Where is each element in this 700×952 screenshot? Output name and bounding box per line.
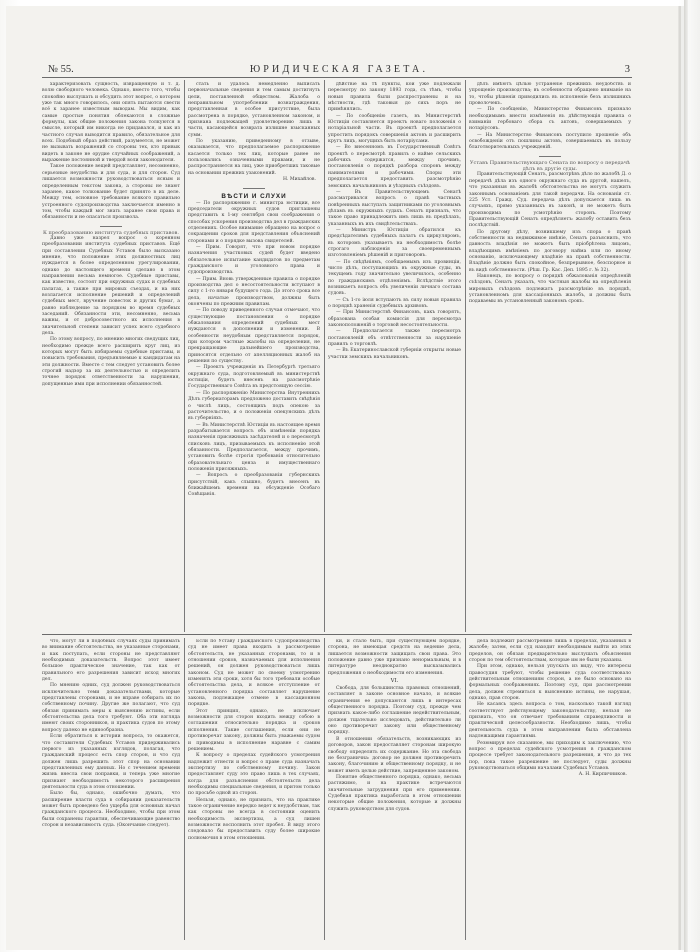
- news-item: — По поводу приведенного случая отмечают, что существующие постановления о порядке обжалования определений судебных мест нуждаются в дополнении и изменении. В особенности неудобным представляется порядок, при котором частные жалобы на определения, не прекращающие дальнейшего производства, приносятся отдельно от апелляционных жалоб на решения по существу.: [188, 308, 320, 365]
- news-item: — По распоряженію Министерства Внутреннихъ Дѣлъ губернаторамъ предложено доставить свѣдѣнія о числѣ лицъ, состоящихъ подъ опекою за расточительство, и о положеніи опекунскихъ дѣлъ въ губерніяхъ.: [188, 390, 320, 422]
- news-item: — Съ 1-го іюля вступаютъ въ силу новыя правила о порядкѣ храненія судебныхъ архивовъ.: [328, 297, 461, 310]
- news-item: — Въ Екатеринославской губерніи открыты новые участки земскихъ начальниковъ.: [328, 348, 461, 360]
- lower-column-1: [42, 639, 180, 939]
- paragraph: характеризовать сущность, извращенную и т. д. волю свободного человека. Однако, вместо того, чтобы спокойно выслушать и обсудить этот вопрос, о котором уже так много говорилось, они опять пытаются свести всё к заранее известным выводам. Мы видим, как самые простые понятия облекаются в сложные формулы, как общие положения закона толкуются в смысле, который им никогда не придавался, и как из частного случая выводится правило, обязательное для всех. Подобный образ действий, разумеется, не может не вызывать возражений со стороны тех, кто привык видеть в законе не орудие случайных соображений, а выражение постоянной и твердой воли законодателя.: [42, 82, 180, 164]
- paragraph: Понятие общественного порядка, однако, весьма растяжимо, и на практике встречаются значительные затруднения при его применении. Судебная практика выработала в этом отношении некоторые общие положения, которые и должны служить руководством для судов.: [328, 774, 461, 812]
- news-item: — Во внесенномъ въ Государственный Совѣтъ проектѣ о пересмотрѣ правилъ о найме сельскихъ рабочихъ содержатся, между прочимъ, постановленія о порядкѣ разбора споровъ между нанимателями и рабочими. Споры эти предполагается предоставить разсмотрѣнію земскихъ начальниковъ и уѣздныхъ съѣздовъ.: [328, 145, 461, 189]
- column-divider-1: [184, 80, 185, 632]
- news-item: дѣйствіе на тѣ пункты, кои уже подлежали пересмотру по закону 1893 года, съ тѣмъ, чтобы новыя правила были распространены и на мѣстности, гдѣ таковыя до сихъ поръ не примѣнялись.: [328, 82, 461, 113]
- news-item: — По сообщенію газетъ, въ Министерствѣ Юстиціи составляется проектъ новаго положенія о нотаріальной части. Въ проектѣ предполагается упростить порядокъ совершенія актовъ и расширить кругъ лицъ, могущихъ быть нотаріусами.: [328, 113, 461, 145]
- paragraph: По мнению одних, суд должен руководствоваться исключительно теми доказательствами, которые представлены сторонами, и не вправе собирать их по собственному почину. Другие же полагают, что суд обязан принимать меры к выяснению истины, если обстоятельства дела того требуют. Оба эти взгляда имеют своих сторонников, и практика судов по этому вопросу далеко не единообразна.: [42, 683, 180, 733]
- paragraph: Этот принцип, однако, не исключает возможности для сторон входить между собою в соглашения относительно порядка и сроков исполнения. Такие соглашения, если они не противоречат закону, должны быть уважаемы судом и приводимы в исполнение наравне с самим решением.: [188, 708, 320, 752]
- news-item: — По свѣдѣніямъ, сообщаемымъ изъ провинціи, число дѣлъ, поступающихъ въ окружные суды, въ текущемъ году значительно увеличилось, особенно по гражданскимъ отдѣленіямъ. Вслѣдствіе этого возникаетъ вопросъ объ увеличеніи личнаго состава судовъ.: [328, 259, 461, 297]
- paragraph: дела подлежит рассмотрению лишь в пределах, указанных в жалобе; затем, если суд находит необходимым выйти из этих пределов, он обязан предварительно выслушать объяснения сторон по тем обстоятельствам, которые им не были указаны.: [469, 639, 631, 664]
- author-signature: А. Н. Кирпичников.: [578, 772, 627, 778]
- paragraph: По этому вопросу, по мнению многих сведущих лиц, необходимо прежде всего расширить круг лиц, из которых могут быть избираемы судебные приставы, и повысить требования, предъявляемые к кандидатам на эти должности. Вместе с тем следует установить более строгий надзор за их деятельностью и определить точнее порядок ответственности за нарушения, допущенные ими при исполнении обязанностей.: [42, 337, 180, 387]
- article-heading: Уставъ Правительствующаго Сената по вопросу о передачѣ дѣлъ въ другіе суды.: [469, 159, 631, 173]
- newspaper-page: [6, 6, 678, 950]
- author-signature: Н. Михайлов.: [282, 177, 316, 183]
- separator-rule: [100, 226, 122, 227]
- paragraph: При этом, однако, нельзя упускать из виду, что интересы правосудия требуют, чтобы решение суда соответствовало действительным отношениям сторон, а не было основано на формальных соображениях. Поэтому суд, при рассмотрении дела, должен стремиться к выяснению истины, не нарушая, однако, прав сторон.: [469, 664, 631, 702]
- paragraph: стать и удалось немедленно выписать первоначальные сведения и тем самым достигнуть цели, поставленной обществом. Жалоба о неправильном употреблении вознаграждения, представленная в особое присутствие, была рассмотрена в порядке, установленном законом, и признана подлежащей удовлетворению лишь в части, касающейся возврата излишне взысканных сумм.: [188, 82, 320, 138]
- news-item: — Въ Министерствѣ Юстиціи въ настоящее время разрабатывается вопросъ объ измѣненіи порядка назначенія присяжныхъ засѣдателей и о пересмотрѣ списковъ лицъ, призываемыхъ къ исполненію этой обязанности. Предполагается, между прочимъ, установить болѣе строгія требованія относительно образовательнаго ценза и имущественнаго положенія присяжныхъ.: [188, 422, 320, 472]
- news-item: — По распоряжению г. министра юстиции, все председатели окружных судов приглашены представить к 1-му сентября свои соображения о способах ускорения производства дел в гражданских отделениях. Особое внимание обращено на вопрос о сокращении сроков для представления объяснений сторонами и о порядке вызова свидетелей.: [188, 200, 320, 244]
- paragraph: Правительствующій Сенатъ, разсмотрѣвъ дѣло по жалобѣ Д. о передачѣ дѣла изъ одного окружнаго суда въ другой, нашелъ, что указанныя въ жалобѣ обстоятельства не могутъ служить законнымъ основаніемъ для такой передачи. На основаніи ст. 225 Уст. Гражд. Суд. передача дѣлъ допускается лишь въ случаяхъ, прямо указанныхъ въ законѣ, и не можетъ быть производима по усмотрѣнію сторонъ. Поэтому Правительствующій Сенатъ опредѣляетъ: жалобу оставить безъ послѣдствій.: [469, 172, 631, 229]
- news-item: — Проектъ учрежденія въ Петербургѣ третьяго окружнаго суда, подготовляемый въ министерствѣ юстиціи, будетъ внесенъ на разсмотрѣніе Государственнаго Совѣта въ предстоящую сессію.: [188, 365, 320, 390]
- paragraph: По указанию, приведенному в отзыве, оказывается, что предполагаемое распоряжение касается только тех лиц, которые ранее не пользовались означенными правами, и не распространяется на лиц, уже приобретших таковые на основании прежних узаконений.: [188, 139, 320, 176]
- paragraph: Давно уже назрел вопрос о коренном преобразовании института судебных приставов. Ещё при составлении Судебных Уставов было высказано мнение, что положение этих должностных лиц нуждается в более определенном урегулировании, однако до настоящего времени сделано в этом направлении весьма немногое. Судебные приставы, как известно, состоят при окружных судах и судебных палатах, а также при мировых съездах, и на них возлагается исполнение решений и определений судебных мест, вручение повесток и других бумаг, а равно наблюдение за порядком во время судебных заседаний. Обязанности эти, несомненно, весьма важны, и от добросовестного их исполнения в значительной степени зависит успех всего судебного дела.: [42, 235, 180, 337]
- journal-title: ЮРИДИЧЕСКАЯ ГАЗЕТА.: [249, 64, 429, 75]
- lower-column-4: [469, 639, 631, 939]
- upper-column-3: [328, 82, 461, 632]
- news-item: — Въ Правительствующемъ Сенатѣ разсматривался вопросъ о правѣ частныхъ повѣренныхъ выступать защитниками по уголовнымъ дѣламъ въ окружныхъ судахъ. Сенатъ призналъ, что такое право принадлежитъ имъ лишь въ предѣлахъ, указанныхъ въ ихъ свидѣтельствахъ.: [328, 189, 461, 227]
- page-header: [48, 64, 630, 78]
- section-number: VI.: [390, 678, 399, 685]
- paragraph: По другому дѣлу, возникшему изъ спора о правѣ собственности на недвижимое имѣніе, Сенатъ разъяснилъ, что давность владѣнія не можетъ быть пріобрѣтена лицомъ, владѣющимъ имѣніемъ по договору найма или по иному основанію, исключающему владѣніе на правѣ собственности. Владѣніе должно быть спокойное, безпрерывное, безспорное и въ видѣ собственности. (Рѣш. Гр. Кас. Деп. 1895 г. № 32).: [469, 229, 631, 273]
- lower-column-3: [328, 639, 461, 939]
- paragraph: Если обратиться к истории вопроса, то окажется, что составители Судебных Уставов придерживались первого из указанных взглядов, полагая, что гражданский процесс есть спор сторон, и что суд должен лишь разрешить этот спор на основании представленных ему данных. Но с течением времени жизнь внесла свои поправки, и теперь уже многие признают необходимость некоторого расширения деятельности суда в этом отношении.: [42, 734, 180, 790]
- paragraph: Не касаясь здесь вопроса о том, насколько такой взгляд соответствует действующему законодательству, нельзя не признать, что он отвечает требованиям справедливости и практической целесообразности. Необходимо лишь, чтобы деятельность суда в этом направлении была обставлена надлежащими гарантиями.: [469, 702, 631, 740]
- paragraph: Было бы, однако, ошибочно думать, что расширение власти суда в собирании доказательств может быть проведено без ущерба для основных начал гражданского процесса. Необходимо, чтобы при этом были сохранены гарантии, обеспечивающие равенство сторон и независимость суда. (Окончание следует).: [42, 791, 180, 828]
- column-divider-3: [465, 80, 466, 632]
- news-item: — По сообщенію, Министерство Финансовъ признало необходимымъ внести измѣненія въ дѣйствующія правила о взиманіи гербоваго сбора съ актовъ, совершаемыхъ у нотаріусовъ.: [469, 107, 631, 132]
- lower-column-2: [188, 639, 320, 939]
- article-heading: К преобразованию института судебных приставов.: [43, 229, 179, 236]
- paragraph: В отношении обязательств, возникающих из договоров, закон предоставляет сторонам широкую свободу определять их содержание. Но эта свобода не безгранична: договор не должен противоречить закону, благочинию и общественному порядку, и не может иметь целью действие, запрещенное законом.: [328, 736, 461, 774]
- issue-number: № 55.: [48, 64, 74, 75]
- paragraph: Нельзя, однако, не признать, что на практике такое ограничение нередко ведет к неудобствам, так как стороны не всегда в состоянии оценить необходимость экспертизы, а суд лишен возможности восполнить этот пробел. В виду этого следовало бы предоставить суду более широкие полномочия в этом отношении.: [188, 797, 320, 841]
- news-item: — Предполагается также пересмотръ постановленій объ отвѣтственности за нарушеніе правилъ о торговлѣ.: [328, 329, 461, 348]
- upper-column-4: [469, 82, 631, 632]
- paragraph: Наконецъ, по вопросу о порядкѣ обжалованія опредѣленій съѣздовъ, Сенатъ указалъ, что частныя жалобы на опредѣленія мировыхъ съѣздовъ подлежатъ разсмотрѣнію въ порядкѣ, установленномъ для кассаціонныхъ жалобъ, и должны быть подаваемы въ установленный закономъ срокъ.: [469, 273, 631, 305]
- page-number: 3: [624, 64, 630, 75]
- paragraph: Если по Уставу Гражданского Судопроизводства суд не имеет права входить в рассмотрение обстоятельств, не указанных сторонами, то и в отношении сроков, назначаемых для исполнения решений, он должен руководствоваться лишь законом. Суд не может по своему усмотрению изменять эти сроки, хотя бы того требовали особые обстоятельства дела, и всякое отступление от установленного порядка составляет нарушение закона, подлежащее отмене в кассационном порядке.: [188, 639, 320, 708]
- news-item: — Прим. Вновь утвержденные правила о порядке производства дел о несостоятельности вступают в силу с 1-го января будущего года. До этого срока все дела, начатые производством, должны быть окончены по прежним правилам.: [188, 276, 320, 307]
- news-item: — На Министерство Финансовъ поступило прошеніе объ освобожденіи отъ пошлины актовъ, совершаемыхъ въ пользу благотворительныхъ учрежденій.: [469, 132, 631, 151]
- paragraph: Такое положение вещей представляет, несомненно, серьезные неудобства и для суда, и для сторон. Суд лишается возможности руководствоваться ясным и определенным текстом закона, а стороны не знают заранее, какое толкование будет принято в их деле. Между тем, основное требование всякого правильно устроенного судопроизводства заключается именно в том, чтобы каждый мог знать заранее свои права и обязанности и не опасаться произвола.: [42, 164, 180, 221]
- news-item: дѣлъ имѣютъ цѣлью устраненіе прежнихъ неудобствъ и упрощеніе производства; въ особенности обращено вниманіе на то, чтобы рѣшенія приводились въ исполненіе безъ излишнихъ проволочекъ.: [469, 82, 631, 107]
- column-divider-lower-2: [324, 638, 325, 940]
- news-item: — Прим. Говорят, что при новом порядке назначения участковых судей будет введено обязательное испытание кандидатов по предметам гражданского и уголовного права и судопроизводства.: [188, 244, 320, 276]
- paragraph: ки, и стало быть, при существующем порядке, сторона, не имеющая средств на ведение дела, лишается возможности защищать свои права. Это положение давно уже признано ненормальным, и в литературе неоднократно высказывались предложения о необходимости его изменения.: [328, 639, 461, 676]
- fold-rule: [42, 634, 632, 635]
- column-divider-lower-3: [465, 638, 466, 940]
- news-item: — При Министерствѣ Финансовъ, какъ говорятъ, образована особая комиссія для пересмотра законоположеній о торговой несостоятельности.: [328, 310, 461, 329]
- header-rule: [42, 77, 632, 78]
- paragraph: К вопросу о пределах судейского усмотрения надлежит отнести и вопрос о праве суда назначать экспертизу по собственному почину. Закон предоставляет суду это право лишь в тех случаях, когда для разъяснения обстоятельств дела необходимы специальные сведения, и притом только по просьбе одной из сторон.: [188, 753, 320, 797]
- column-divider-lower-1: [184, 638, 185, 940]
- news-item: — Министръ Юстиціи обратился къ предсѣдателямъ судебныхъ палатъ съ циркуляромъ, въ которомъ указываетъ на необходимость болѣе строгаго наблюденія за своевременнымъ изготовленіемъ рѣшеній и приговоровъ.: [328, 227, 461, 259]
- page-edge: [684, 0, 688, 952]
- paragraph: Резюмируя все сказанное, мы приходим к заключению, что вопрос о пределах судейского усмотрения в гражданском процессе требует законодательного разрешения, и что до тех пор, пока такое разрешение не последует, суды должны руководствоваться общими началами Судебных Уставов.: [469, 740, 631, 771]
- section-heading-news: ВѢСТИ И СЛУХИ: [221, 192, 287, 200]
- separator-rule: [243, 188, 265, 189]
- upper-column-1: [42, 82, 180, 632]
- paragraph: Свобода, для большинства правовых отношений, составляет в законе основное начало, и всякие ограничения ее допускаются лишь в интересах общественного порядка. Поэтому суд, прежде чем признать какое-либо соглашение недействительным, должен тщательно исследовать, действительно ли оно противоречит закону или общественному порядку.: [328, 686, 461, 736]
- upper-column-2: [188, 82, 320, 632]
- separator-rule: [539, 156, 561, 157]
- news-item: — Вопросъ о преобразованіи губернскихъ присутствій, какъ слышно, будетъ внесенъ въ ближайшемъ времени на обсужденіе Особаго Совѣщанія.: [188, 473, 320, 498]
- paragraph: что, могут ли в подобных случаях суды принимать во внимание обстоятельства, не указанные сторонами, и как поступать, если стороны не представляют необходимых доказательств. Вопрос этот имеет большое практическое значение, так как от правильного его разрешения зависит исход многих дел.: [42, 639, 180, 683]
- column-divider-2: [324, 80, 325, 632]
